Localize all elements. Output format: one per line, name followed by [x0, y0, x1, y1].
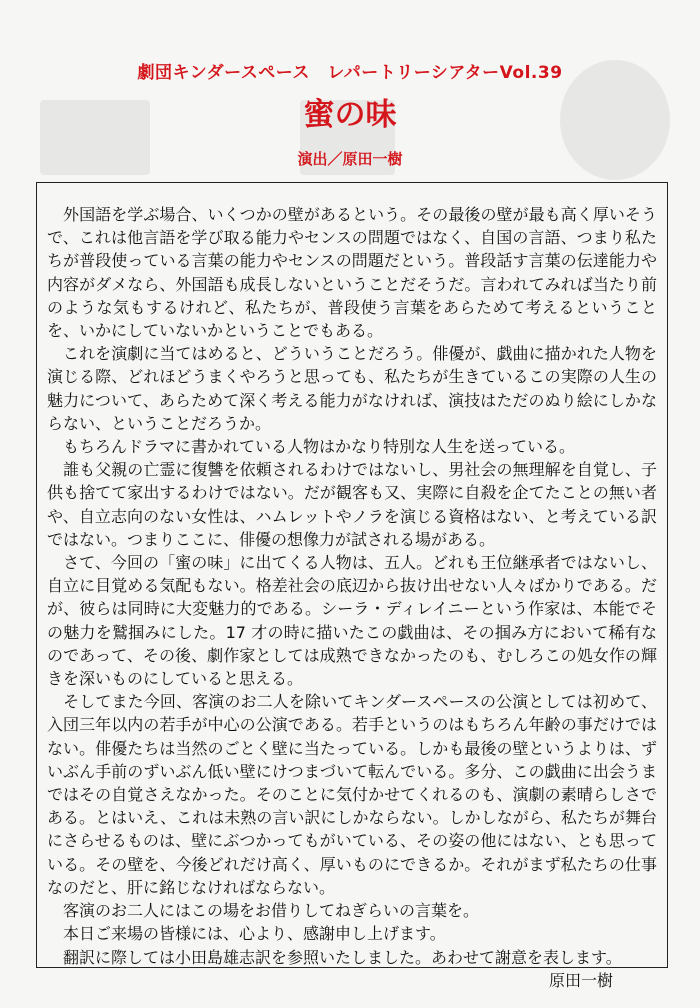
- director-credit: 演出／原田一樹: [297, 150, 403, 168]
- play-title: 蜜の味: [303, 97, 397, 133]
- essay-paragraph: これを演劇に当てはめると、どういうことだろう。俳優が、戯曲に描かれた人物を演じる際、どれほどうまくやろうと思っても、私たちが生きているこの実際の人生の魅力について、あらためて深く考える能力がなければ、演技はただのぬり絵にしかならない、ということだろうか。: [47, 344, 657, 433]
- troupe-series-line: 劇団キンダースペース レパートリーシアターVol.39: [137, 63, 563, 83]
- essay-paragraph: 外国語を学ぶ場合、いくつかの壁があるという。その最後の壁が最も高く厚いそうで、これは他言語を学び取る能力やセンスの問題ではなく、自国の言語、つまり私たちが普段使っている言葉の能力やセンスの問題だという。普段話す言葉の伝達能力や内容がダメなら、外国語も成長しないということだそうだ。言われてみれば当たり前のような気もするけれど、私たちが、普段使う言葉をあらためて考えるということを、いかにしていないかということでもある。: [47, 205, 657, 341]
- essay-paragraph: もちろんドラマに書かれている人物はかなり特別な人生を送っている。: [47, 437, 576, 457]
- essay-paragraph: 翻訳に際しては小田島雄志訳を参照いたしました。あわせて謝意を表します。: [47, 947, 622, 967]
- essay-paragraph: 誰も父親の亡霊に復讐を依頼されるわけではないし、男社会の無理解を自覚し、子供も捨てて家出するわけではない。だが観客も又、実際に自殺を企てたことの無い者や、自立志向のない女性は、ハムレットやノラを演じる資格はない、と考えている訳ではない。つまりここに、俳優の想像力が試される場がある。: [47, 460, 657, 549]
- essay-signature: 原田一樹: [548, 970, 613, 990]
- essay-paragraph: さて、今回の「蜜の味」に出てくる人物は、五人。どれも王位継承者ではないし、自立に目覚める気配もない。格差社会の底辺から抜け出せない人々ばかりである。だが、彼らは同時に大変魅力的である。シーラ・ディレイニーという作家は、本能でその魅力を鷲掴みにした。17 才の時に描いたこの戯曲は、その掴み方において稀有なのであって、その後、劇作家としては成熟できなかったのも、むしろこの処女作の輝きを深いものにしていると思える。: [47, 553, 657, 689]
- essay-paragraph: 客演のお二人にはこの場をお借りしてねぎらいの言葉を。: [47, 901, 480, 921]
- program-header: [0, 58, 700, 169]
- director-essay-box: [36, 182, 668, 990]
- essay-paragraph: 本日ご来場の皆様には、心より、感謝申し上げます。: [47, 924, 446, 944]
- essay-paragraph: そしてまた今回、客演のお二人を除いてキンダースペースの公演としては初めて、入団三年以内の若手が中心の公演である。若手というのはもちろん年齢の事だけではない。俳優たちは当然のごとく壁に当たっている。しかも最後の壁というよりは、ずいぶん手前のずいぶん低い壁にけつまづいて転んでいる。多分、この戯曲に出会うまではその自覚さえなかった。そのことに気付かせてくれるのも、演劇の素晴らしさである。とはいえ、これは未熟の言い訳にしかならない。しかしながら、私たちが舞台にさらせるものは、壁にぶつかってもがいている、その姿の他にはない、とも思っている。その壁を、今後どれだけ高く、厚いものにできるか。それがまず私たちの仕事なのだと、肝に銘じなければならない。: [47, 692, 657, 897]
